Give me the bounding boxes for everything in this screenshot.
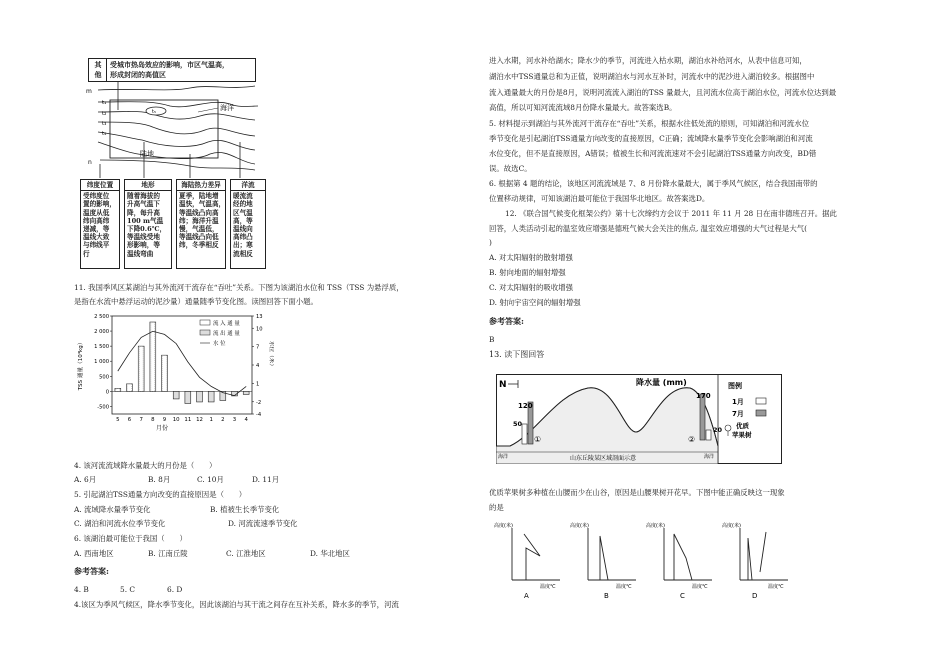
x-axis-label: 月份 [155, 425, 169, 432]
sea-right: 海洋 [704, 454, 715, 460]
factor-head: 纬度位置 [81, 181, 119, 191]
x-tick-label: 9 [162, 417, 167, 423]
x-tick-label: 10 [172, 417, 180, 423]
explain-4-line: 4.该区为季风气候区，降水季节变化，因此该湖泊与其干流之间存在互补关系，降水多的季节，河流 [74, 600, 399, 609]
y-tick-label: 2 000 [94, 329, 109, 336]
label-m: m [86, 88, 92, 95]
bar-outflow [197, 391, 203, 402]
explain-line-3: 流入通量最大的月份是8月，说明河流流入湖泊的TSS 量最大，且河流水位高于湖泊水位，河流水位达到最 [489, 88, 837, 97]
y-tick-label: 500 [99, 374, 109, 381]
legend-apple-1: 优质 [736, 422, 749, 430]
y-label: 高度(米) [646, 523, 665, 529]
north-label: N [499, 380, 507, 390]
explain-line-8: 误。故选C。 [489, 164, 532, 173]
legend-jan: 1月 [732, 398, 744, 406]
x-label: 温度℃ [768, 584, 784, 590]
option-graph-b [570, 518, 640, 600]
x-tick-label: 5 [116, 417, 120, 423]
y-tick-label: -500 [97, 404, 109, 411]
explain-line-7: 水位变化，但不是直接原因，A错误；植被生长和河流流速对不会引起湖泊TSS通量方向改变，BD错 [489, 149, 817, 158]
box-text: 受城市热岛效应的影响，市区气温高， 形成封闭的高值区 [110, 60, 229, 79]
answer-heading-right: 参考答案: [489, 316, 524, 326]
x-tick-label: 6 [127, 417, 132, 423]
bar-outflow [173, 391, 179, 399]
y2-tick-label: 1 [256, 381, 260, 388]
label-t3: t₃ [102, 121, 107, 127]
q5-option-c: C. 湖泊和河流水位季节变化 [74, 519, 166, 528]
factor-head: 海陆热力差异 [177, 181, 225, 191]
q4-option-c: C. 10月 [197, 475, 224, 484]
label-ocean: 海洋 [220, 104, 234, 112]
bar-outflow [185, 391, 191, 403]
y-label: 高度(米) [494, 523, 513, 529]
x-tick-label: 3 [232, 417, 237, 423]
q12-stem: 12. 《联合国气候变化框架公约》第十七次缔约方会议于 2011 年 11 月 28 日在南非德班召开。据此 [505, 209, 837, 218]
factor-body: 夏季，陆地增 温快，气温高， 等温线凸向高 纬；海洋升温 慢，气温低， 等温线凸向低 纬，冬季相反 [179, 192, 226, 250]
y2-axis-label: 水位（米） [268, 341, 274, 369]
legend-outflow-label: 流 出 通 量 [213, 331, 240, 337]
y2-tick-label: 4 [256, 363, 260, 369]
y2-tick-label: -4 [256, 412, 262, 418]
mark-1: ① [534, 435, 542, 444]
x-label: 温度℃ [692, 584, 708, 590]
precip-title: 降水量 (mm) [636, 378, 687, 387]
x-tick-label: 12 [196, 417, 203, 423]
answer-5: 5. C [120, 585, 136, 594]
q6-option-b: B. 江南丘陵 [148, 549, 188, 558]
graph-letter: D [752, 592, 758, 600]
y-tick-label: 2 500 [94, 314, 109, 320]
factor-body: 暖流流 经的地 区气温 高，等 温线向 高纬凸 出；寒 流相反 [233, 192, 253, 258]
y-tick-label: 0 [105, 389, 109, 396]
right-jul-value: 170 [696, 392, 711, 400]
factor-box-latitude [80, 179, 120, 269]
answer-4: 4. B [74, 585, 89, 594]
y-axis-label: TSS 通量（10⁴kg） [78, 339, 84, 391]
y-tick-label: 1 500 [94, 344, 109, 351]
caption: 山东丘陵某区域剖面示意 [570, 455, 637, 462]
q12-option-c: C. 对太阳辐射的吸收增强 [489, 283, 573, 292]
q12-paren: ) [489, 238, 492, 247]
q6-option-a: A. 西南地区 [74, 549, 114, 558]
x-label: 温度℃ [616, 584, 632, 590]
factor-body: 随着海拔的 升高气温下 降，每升高 100 m气温 下降0.6℃， 等温线受地 形影响，等 温线弯曲 [127, 192, 167, 258]
q6-option-c: C. 江淮地区 [226, 549, 266, 558]
q12-option-a: A. 对太阳辐射的散射增强 [489, 253, 573, 262]
label-t2: t₂ [102, 111, 107, 117]
graph-letter: C [680, 592, 685, 600]
answer-12: B [489, 335, 495, 344]
explain-line-2: 湖泊水中TSS通量总和为正值，说明湖泊水与河水互补时，河流水中的泥沙进入湖泊较多。根据图中 [489, 72, 815, 81]
y-tick-label: 1 000 [94, 359, 109, 366]
legend-inflow-swatch [200, 320, 210, 325]
explain-line-4: 高值，所以可知河流流域8月份降水量最大。故答案选B。 [489, 103, 677, 112]
q5-option-b: B. 植被生长季节变化 [210, 505, 280, 514]
factor-head: 地形 [125, 181, 171, 191]
label-t4: t₄ [102, 131, 107, 137]
factor-box-current [230, 179, 266, 269]
answer-heading-left: 参考答案: [74, 566, 109, 576]
y2-tick-label: 10 [256, 326, 263, 333]
left-jan-value: 50 [513, 420, 523, 428]
q6-option-d: D. 华北地区 [310, 549, 350, 558]
q11-line2: 是指在水流中悬浮运动的泥沙量）通量随季节变化图。读图回答下面小题。 [74, 297, 318, 306]
legend-apple-2: 苹果树 [732, 431, 752, 439]
right-jan-value: 20 [713, 426, 723, 434]
q4-option-b: B. 8月 [148, 475, 171, 484]
q4-stem: 4. 该河流流域降水量最大的月份是（ ） [74, 461, 217, 470]
label-land: 陆地 [140, 150, 154, 158]
explain-line-9: 6. 根据第 4 题的结论，该地区河流流域是 7、8 月份降水量最大，属于季风气候区，结合我国南带的 [489, 179, 818, 188]
option-graph-a [494, 518, 564, 600]
water-level-line [118, 331, 246, 395]
legend-jul: 7月 [732, 410, 744, 418]
graph-letter: B [604, 592, 609, 600]
q5-option-d: D. 河流流速季节变化 [228, 519, 298, 528]
option-graph-d [722, 518, 792, 600]
label-n: n [88, 159, 92, 166]
y2-tick-label: 7 [256, 344, 260, 351]
box-label: 其 他 [94, 60, 102, 79]
x-tick-label: 2 [221, 417, 225, 423]
sea-left: 海洋 [498, 454, 509, 460]
explain-line-6: 季节变化是引起湖泊TSS通量方向改变的直接原因，C正确；流域降水量季节变化会影响湖泊和河流 [489, 134, 813, 143]
mountain-profile [496, 374, 782, 464]
legend-outflow-swatch [200, 330, 210, 335]
explain-line-1: 进入水期，河水补给湖水；降水少的季节，河流进入枯水期，湖泊水补给河水，从表中信息可知， [489, 56, 807, 65]
y-label: 高度(米) [722, 523, 741, 529]
q12-option-b: B. 射向地面的辐射增强 [489, 268, 566, 277]
q13-text-1: 优质苹果树多种植在山腰而少在山谷，原因是山腰果树开花早。下图中能正确反映这一现象 [489, 488, 785, 497]
option-graph-c [646, 518, 716, 600]
q13-text-2: 的是 [489, 503, 504, 512]
left-jul-value: 120 [518, 402, 533, 410]
graph-letter: A [524, 592, 529, 600]
bar-outflow [243, 391, 249, 394]
legend-title: 图例 [728, 382, 742, 390]
x-tick-label: 11 [184, 417, 192, 423]
q12-option-d: D. 射向宇宙空间的辐射增强 [489, 298, 581, 307]
factor-box-land-sea [176, 179, 226, 269]
isotherm-diagram [80, 82, 270, 180]
q13-heading: 13. 读下图回答 [489, 350, 545, 359]
y-label: 高度(米) [570, 523, 589, 529]
q5-stem: 5. 引起湖泊TSS通量方向改变的直接原因是（ ） [74, 490, 247, 499]
factor-head: 洋流 [231, 181, 265, 191]
q12-stem-line2: 回答，人类活动引起的温室效应增强是德班气候大会关注的焦点, 温室效应增强的大气过程是大气( [489, 224, 807, 233]
q6-stem: 6. 该湖泊最可能位于我国（ ） [74, 534, 187, 543]
x-tick-label: 4 [244, 417, 248, 423]
label-t5: t₅ [152, 109, 156, 115]
explain-line-5: 5. 材料提示到湖泊与其外流河干流存在“吞吐”关系，根据水往低处流的原则，可知湖泊和河流水位 [489, 119, 809, 128]
label-t1: t₁ [102, 100, 107, 106]
q5-option-a: A. 流域降水量季节变化 [74, 505, 151, 514]
factor-body: 受纬度位 置的影响， 温度从低 纬向高纬 递减，等 温线大致 与纬线平 行 [83, 192, 116, 258]
q11-line1: 11. 我国季风区某湖泊与其外流河干流存在“吞吐”关系。下图为该湖泊水位和 TSS（TSS 为悬浮质， [74, 283, 404, 292]
mark-2: ② [688, 435, 696, 444]
y2-tick-label: -2 [256, 399, 262, 406]
x-tick-label: 1 [209, 417, 213, 423]
tss-chart [74, 308, 274, 440]
bar-outflow [208, 391, 214, 402]
x-label: 温度℃ [540, 584, 556, 590]
answer-6: 6. D [167, 585, 183, 594]
x-tick-label: 8 [151, 417, 155, 423]
q4-option-d: D. 11月 [252, 475, 280, 484]
legend-inflow-label: 流 入 通 量 [213, 321, 240, 327]
factor-box-terrain [124, 179, 172, 269]
x-tick-label: 7 [139, 417, 143, 423]
y2-tick-label: 13 [256, 314, 263, 320]
explain-line-10: 位置移动规律，可知该湖泊最可能位于我国华北地区。故答案选D。 [489, 194, 710, 203]
q4-option-a: A. 6月 [74, 475, 97, 484]
legend-level-label: 水 位 [213, 341, 226, 347]
city-heat-island-box [88, 58, 256, 82]
